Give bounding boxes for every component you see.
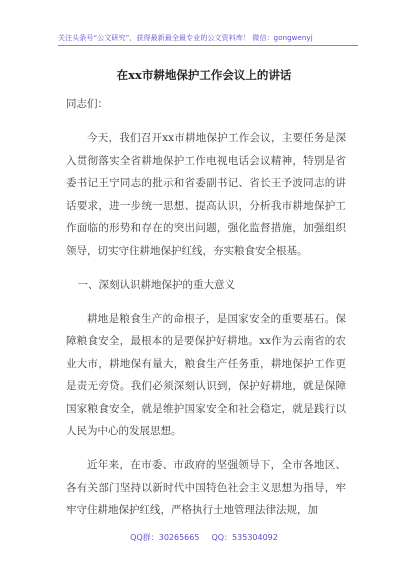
header-divider	[58, 45, 358, 46]
section-heading: 一、深刻认识耕地保护的重大意义	[77, 278, 236, 291]
section-paragraph-2: 近年来，在市委、市政府的坚强领导下，全市各地区、各有关部门坚持以新时代中国特色社会主义思想为指导，牢牢守住耕地保护红线，严格执行土地管理法律法规，加	[66, 459, 346, 516]
intro-paragraph: 今天，我们召开xx市耕地保护工作会议，主要任务是深入贯彻落实全省耕地保护工作电视电话会议精神，特别是省委书记王宁同志的批示和省委副书记、省长王予波同志的讲话要求，进一步统一思想、提高认识，分析我市耕地保护工作面临的形势和存在的突出问题，强化监督措施，加强组织领导，切实守住耕地保护红线，夯实粮食安全根基。	[66, 132, 346, 257]
document-body	[66, 93, 346, 533]
document-title: 在xx市耕地保护工作会议上的讲话	[116, 68, 292, 82]
salutation: 同志们：	[66, 98, 108, 110]
footer-contact	[0, 532, 408, 543]
header-promo-note: 关注头条号“公文研究”，获得最新最全最专业的公文资料库！ 微信：gongwenyj	[58, 34, 313, 42]
footer-qq-number: QQ：535304092	[211, 533, 278, 542]
section-paragraph-1: 耕地是粮食生产的命根子，是国家安全的重要基石。保障粮食安全，最根本的是要保护好耕地。xx作为云南省的农业大市，耕地保有量大，粮食生产任务重，耕地保护工作更是责无旁贷。我们必须深刻认识到，保护好耕地，就是保障国家粮食安全，就是维护国家安全和社会稳定，就是践行以人民为中心的发展思想。	[66, 312, 346, 437]
footer-qq-group: QQ群：30265665	[130, 533, 200, 542]
